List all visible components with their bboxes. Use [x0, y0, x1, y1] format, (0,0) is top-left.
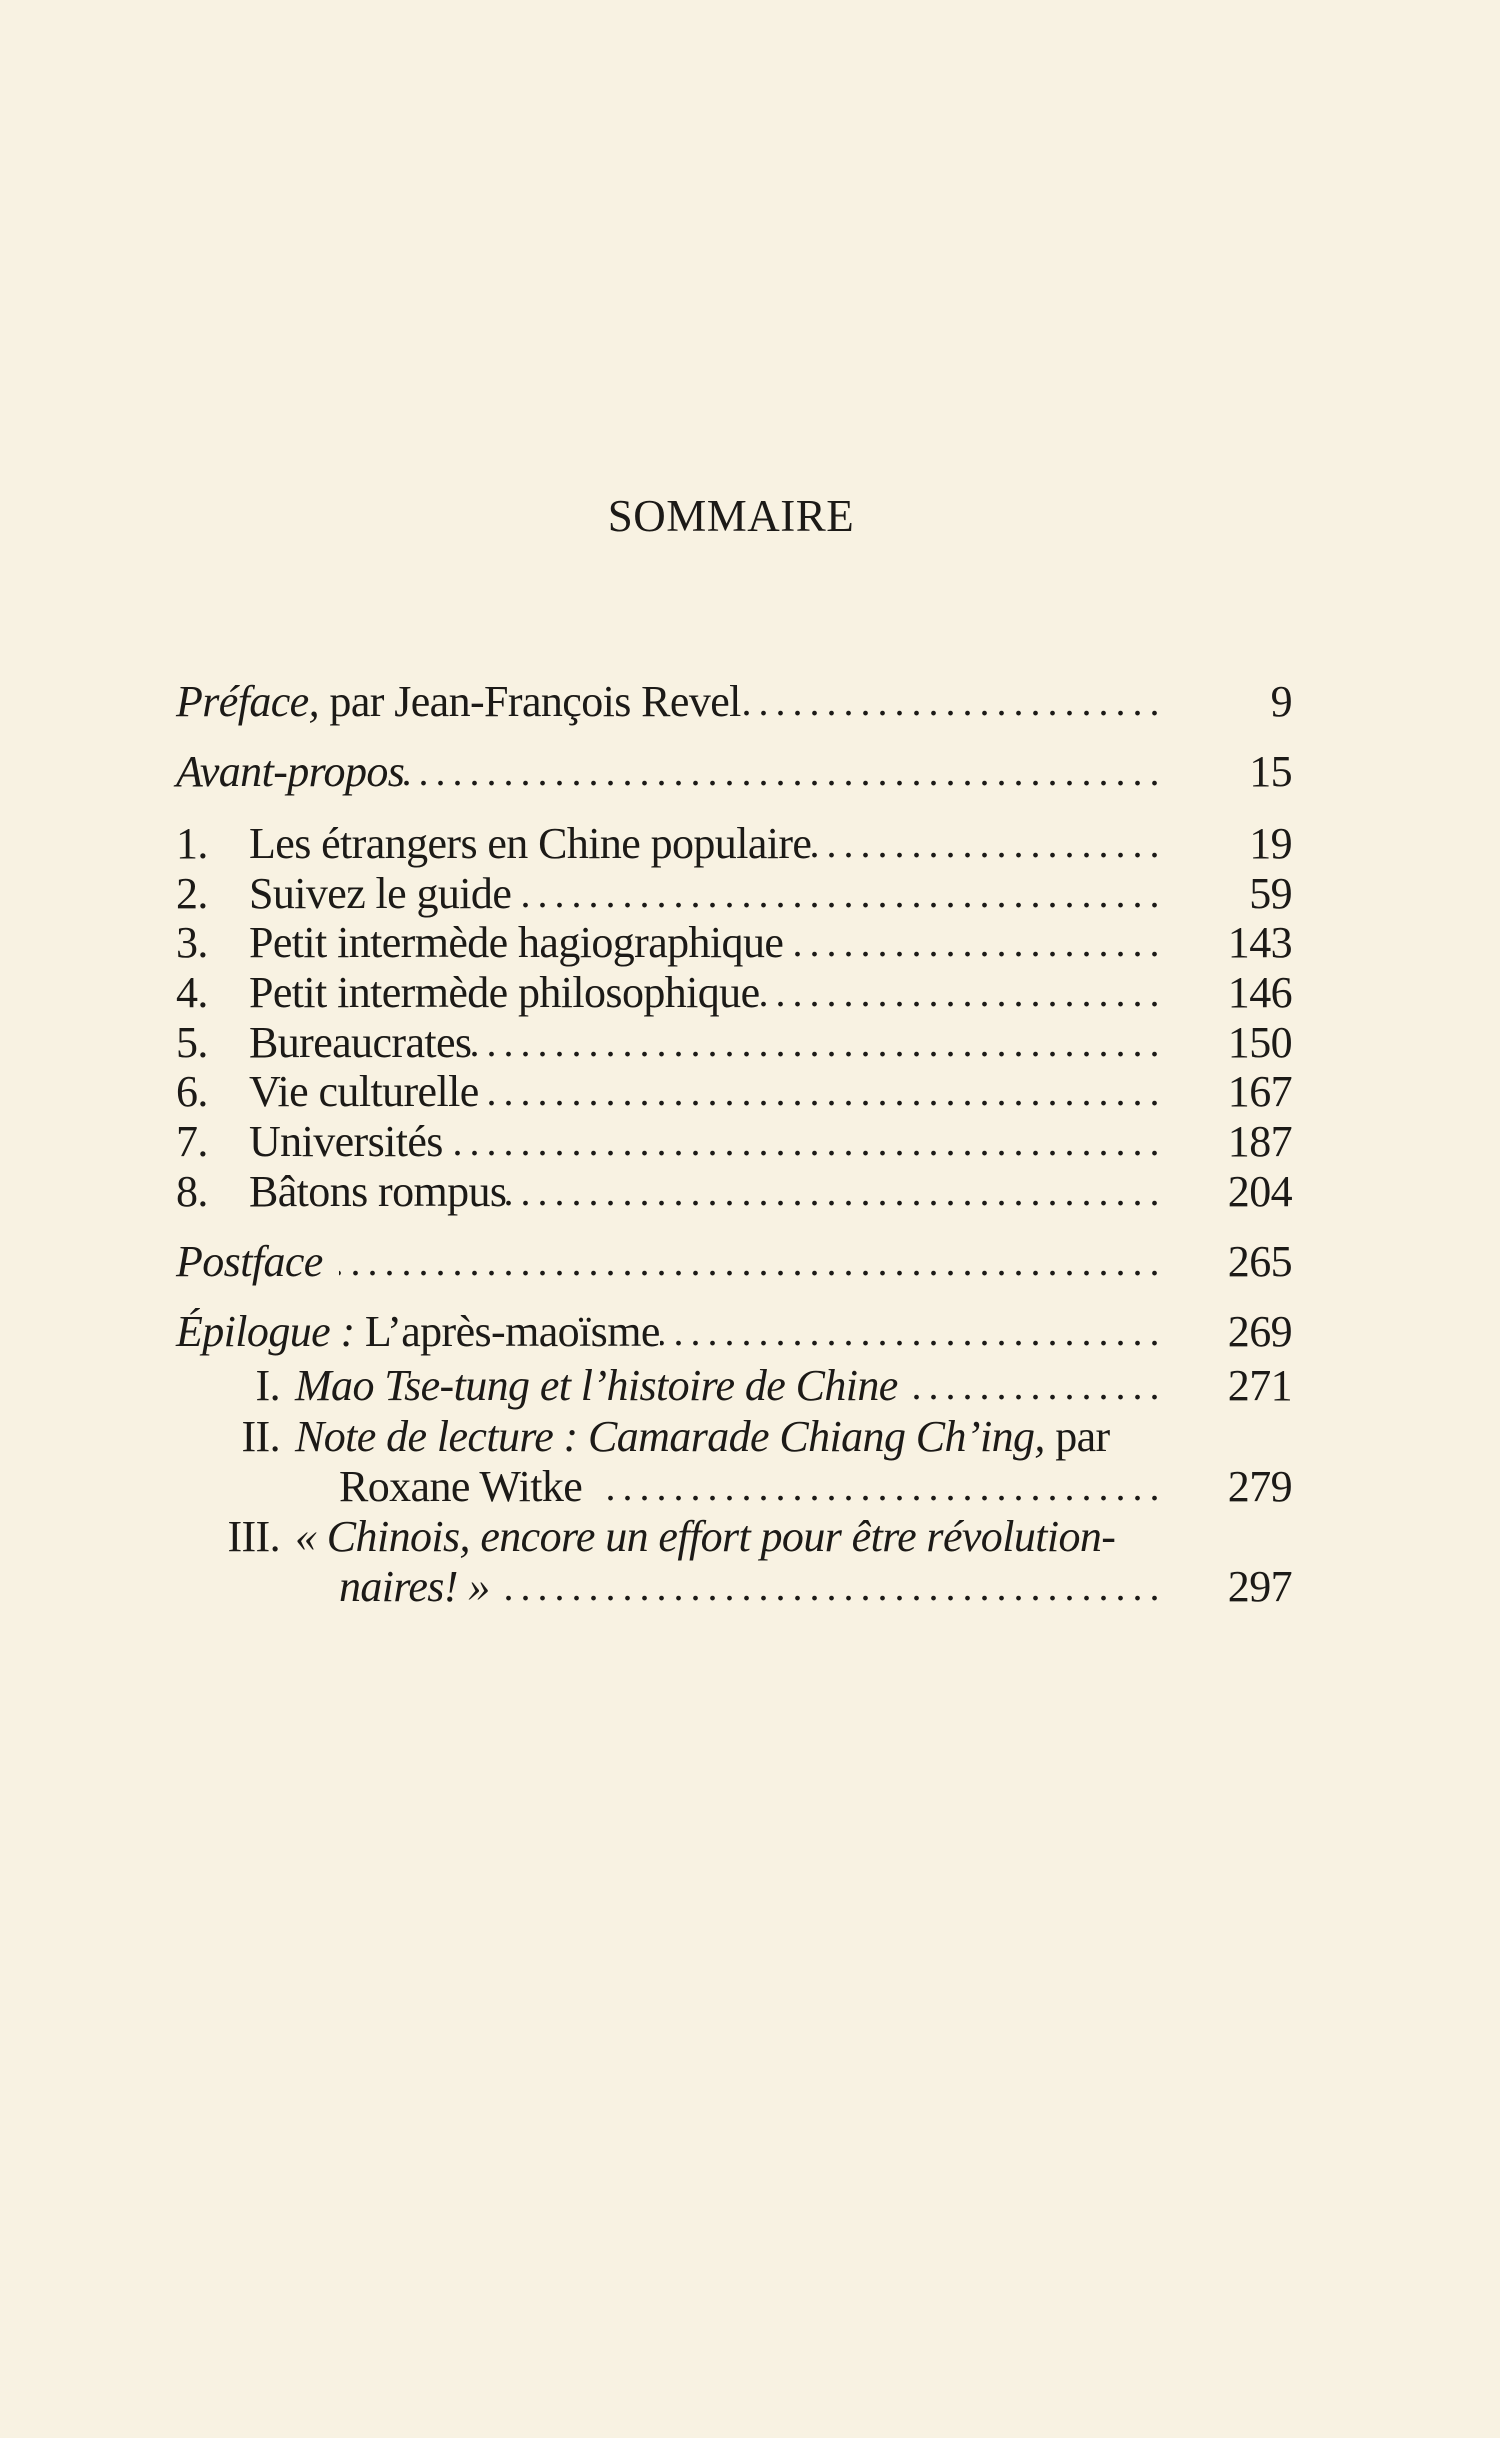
entry-italic: Postface: [176, 1237, 323, 1286]
leader-dots: [811, 819, 1158, 869]
page-number: 187: [1227, 1117, 1292, 1166]
roman-number: I.: [255, 1361, 280, 1410]
toc-entry-chapter: [176, 918, 1292, 968]
toc-entry-avant-propos: [176, 747, 1292, 797]
entry-italic: « Chinois, encore un effort pour être révolution-: [295, 1512, 1116, 1561]
leader-dots: [760, 968, 1158, 1018]
toc-entry-chapter: [176, 869, 1292, 919]
leader-dots: [443, 1117, 1158, 1167]
toc-subentry-continuation: [176, 1562, 1292, 1612]
entry-italic: Note de lecture : Camarade Chiang Ch’ing,: [295, 1412, 1045, 1461]
chapter-number: 8.: [176, 1167, 208, 1216]
leader-dots: [660, 1307, 1158, 1357]
toc-subentry: [176, 1361, 1292, 1411]
page-number: 265: [1227, 1237, 1292, 1286]
page-number: 146: [1227, 968, 1292, 1017]
toc-entry-chapter: [176, 1018, 1292, 1068]
chapter-number: 4.: [176, 968, 208, 1017]
leader-dots: [741, 677, 1158, 727]
page-number: 297: [1227, 1562, 1292, 1611]
leader-dots: [404, 747, 1158, 797]
page-number: 167: [1227, 1067, 1292, 1116]
leader-dots: [339, 1237, 1158, 1287]
toc-entry-chapter: [176, 1117, 1292, 1167]
entry-italic: Épilogue :: [176, 1307, 355, 1356]
entry-text: Bâtons rompus: [249, 1167, 507, 1216]
entry-text: Petit intermède philosophique: [249, 968, 760, 1017]
page-number: 15: [1249, 747, 1292, 796]
leader-dots: [783, 918, 1158, 968]
entry-italic: Préface,: [176, 677, 320, 726]
toc-entry-chapter: [176, 1067, 1292, 1117]
entry-italic: Avant-propos: [176, 747, 405, 796]
roman-number: III.: [227, 1512, 280, 1561]
entry-text: Les étrangers en Chine populaire: [249, 819, 812, 868]
toc-entry-epilogue: [176, 1307, 1292, 1357]
toc-subentry: [176, 1512, 1292, 1562]
leader-dots: [511, 869, 1158, 919]
page-number: 279: [1227, 1462, 1292, 1511]
leader-dots: [506, 1167, 1158, 1217]
page-number: 19: [1249, 819, 1292, 868]
page-number: 269: [1227, 1307, 1292, 1356]
leader-dots: [914, 1361, 1158, 1411]
leader-dots: [479, 1067, 1158, 1117]
entry-text: Roxane Witke: [339, 1462, 583, 1511]
toc-entry-preface: [176, 677, 1292, 727]
entry-text: par: [1044, 1412, 1110, 1461]
page-number: 143: [1227, 918, 1292, 967]
chapter-number: 6.: [176, 1067, 208, 1116]
chapter-number: 7.: [176, 1117, 208, 1166]
chapter-number: 3.: [176, 918, 208, 967]
entry-text: L’après-maoïsme: [354, 1307, 660, 1356]
page-title: SOMMAIRE: [607, 491, 855, 541]
leader-dots: [506, 1562, 1158, 1612]
entry-text: Suivez le guide: [249, 869, 512, 918]
entry-text: Vie culturelle: [249, 1067, 479, 1116]
leader-dots: [598, 1462, 1158, 1512]
page-number: 271: [1227, 1361, 1292, 1410]
page-number: 204: [1227, 1167, 1292, 1216]
chapter-number: 1.: [176, 819, 208, 868]
toc-subentry: [176, 1412, 1292, 1462]
entry-text: Universités: [249, 1117, 443, 1166]
entry-text: Bureaucrates: [249, 1018, 472, 1067]
entry-text: Petit intermède hagiographique: [249, 918, 784, 967]
entry-italic: naires! »: [339, 1562, 490, 1611]
toc-entry-postface: [176, 1237, 1292, 1287]
entry-text: par Jean-François Revel: [319, 677, 741, 726]
chapter-number: 5.: [176, 1018, 208, 1067]
page-number: 150: [1227, 1018, 1292, 1067]
page-number: 59: [1249, 869, 1292, 918]
chapter-number: 2.: [176, 869, 208, 918]
leader-dots: [471, 1018, 1158, 1068]
toc-entry-chapter: [176, 1167, 1292, 1217]
entry-italic: Mao Tse-tung et l’histoire de Chine: [295, 1361, 898, 1410]
toc-entry-chapter: [176, 819, 1292, 869]
roman-number: II.: [241, 1412, 280, 1461]
toc-entry-chapter: [176, 968, 1292, 1018]
page-number: 9: [1270, 677, 1292, 726]
toc-subentry-continuation: [176, 1462, 1292, 1512]
